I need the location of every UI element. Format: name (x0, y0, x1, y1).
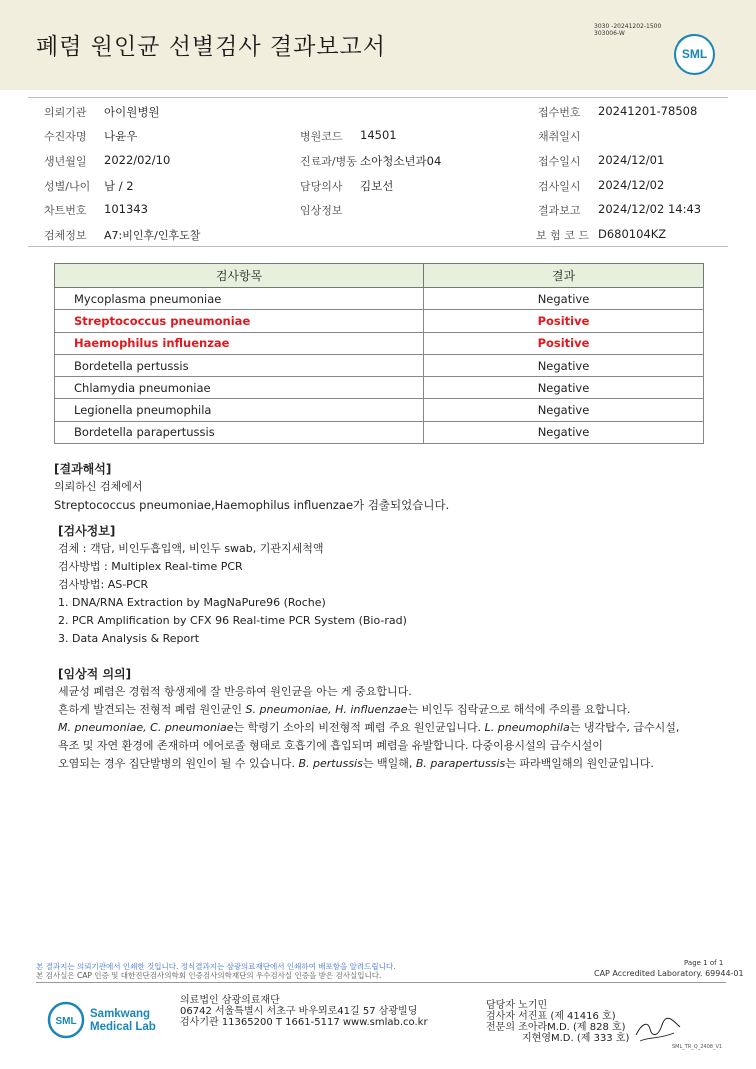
chart-no-value: 101343 (104, 202, 148, 216)
staff-line: 담당자 노기민 (486, 1000, 548, 1011)
receipt-date-value: 2024/12/01 (598, 153, 665, 167)
signature-image (634, 1015, 682, 1045)
staff-line: 지현영M.D. (제 333 호) (522, 1033, 630, 1044)
test-date-label: 검사일시 (538, 180, 581, 193)
insurance-value: D680104KZ (598, 227, 667, 241)
document-code-line2: 303006-W (594, 30, 625, 37)
test-item: Streptococcus pneumoniae (55, 310, 424, 332)
divider (28, 97, 728, 98)
receipt-date-label: 접수일시 (538, 155, 581, 168)
table-row (55, 310, 704, 332)
clinical-meaning-title: [임상적 의의] (58, 667, 132, 681)
footer-address (180, 995, 428, 1028)
results-header-row (55, 264, 704, 288)
test-date-value: 2024/12/02 (598, 178, 665, 192)
test-result: Negative (424, 421, 704, 443)
test-info-section (58, 522, 407, 648)
divider (28, 246, 728, 247)
clinical-line: 세균성 폐렴은 경험적 항생제에 잘 반응하여 원인균을 아는 게 중요합니다. (58, 685, 412, 698)
hospital-code-label: 병원코드 (300, 130, 343, 143)
test-info-line: 검사방법 : Multiplex Real-time PCR (58, 560, 243, 573)
test-info-line: 1. DNA/RNA Extraction by MagNaPure96 (Roche) (58, 596, 326, 609)
info-row (0, 202, 756, 224)
col-item-header: 검사항목 (55, 264, 424, 288)
table-row (55, 421, 704, 443)
sex-age-label: 성별/나이 (44, 180, 91, 193)
clinical-line: 오염되는 경우 집단발병의 원인이 될 수 있습니다. B. pertussis는 백일해, B. parapertussis는 파라백일해의 원인균입니다. (58, 757, 654, 770)
test-item: Mycoplasma pneumoniae (55, 288, 424, 310)
brand-line-2: Medical Lab (90, 1021, 156, 1033)
address-line: 검사기관 11365200 T 1661-5117 www.smlab.co.kr (180, 1017, 428, 1028)
birth-value: 2022/02/10 (104, 153, 171, 167)
table-row (55, 399, 704, 421)
receipt-no-value: 20241201-78508 (598, 104, 698, 118)
test-result: Negative (424, 399, 704, 421)
table-row (55, 377, 704, 399)
document-code-line1: 3030 -20241202-1500 (594, 23, 662, 30)
footer-note-2: 본 검사실은 CAP 인증 및 대한진단검사의학회 인증검사의학재단의 우수검사실 인증을 받은 검사실입니다. (36, 971, 382, 980)
footer-notes (36, 962, 396, 980)
sex-age-value: 남 / 2 (104, 179, 134, 193)
info-row (0, 104, 756, 126)
col-result-header: 결과 (424, 264, 704, 288)
info-row (0, 178, 756, 200)
specimen-value: A7:비인후/인후도찰 (104, 229, 201, 242)
footer-staff (486, 1000, 629, 1044)
institution-value: 아이원병원 (104, 105, 160, 119)
test-item: Chlamydia pneumoniae (55, 377, 424, 399)
sml-footer-logo-icon (46, 1000, 86, 1040)
results-table (54, 263, 704, 444)
test-result: Positive (424, 332, 704, 354)
collect-date-label: 채취일시 (538, 130, 581, 143)
staff-line: 전문의 조아라M.D. (제 828 호) (486, 1022, 626, 1033)
cap-accreditation: CAP Accredited Laboratory. 69944-01 (594, 969, 744, 978)
footer-note-1: 본 결과지는 의뢰기관에서 인쇄한 것입니다. 정식결과지는 삼광의료재단에서 인쇄하여 배포함을 알려드립니다. (36, 962, 396, 971)
test-result: Negative (424, 377, 704, 399)
hospital-code-value: 14501 (360, 128, 397, 142)
clinical-label: 임상정보 (300, 204, 343, 217)
form-code: SML_TR_Q_2408_V1 (672, 1044, 723, 1050)
brand-name (90, 1008, 156, 1034)
birth-label: 생년월일 (44, 155, 87, 168)
info-row (0, 153, 756, 175)
clinical-line: 욕조 및 자연 환경에 존재하며 에어로졸 형태로 호흡기에 흡입되며 폐렴을 유발합니다. 다중이용시설의 급수시설이 (58, 739, 603, 752)
document-code (594, 23, 661, 37)
interpretation-line: Streptococcus pneumoniae,Haemophilus influenzae가 검출되었습니다. (54, 498, 450, 512)
name-label: 수진자명 (44, 130, 87, 143)
clinical-meaning-section (58, 665, 738, 773)
address-line: 06742 서울특별시 서초구 바우뫼로41길 57 삼광빌딩 (180, 1006, 418, 1017)
table-row (55, 288, 704, 310)
doctor-value: 김보선 (360, 179, 394, 193)
test-result: Negative (424, 288, 704, 310)
interpretation-section (54, 460, 449, 514)
report-label: 결과보고 (538, 204, 581, 217)
page-title: 폐렴 원인균 선별검사 결과보고서 (36, 34, 386, 60)
chart-no-label: 차트번호 (44, 204, 87, 217)
test-info-line: 검사방법: AS-PCR (58, 578, 149, 591)
brand-line-1: Samkwang (90, 1008, 151, 1020)
test-item: Legionella pneumophila (55, 399, 424, 421)
info-row (0, 128, 756, 150)
institution-label: 의뢰기관 (44, 106, 87, 119)
dept-value: 소아청소년과04 (360, 154, 442, 168)
interpretation-line: 의뢰하신 검체에서 (54, 480, 143, 493)
test-result: Negative (424, 354, 704, 376)
specimen-label: 검체정보 (44, 229, 87, 242)
test-info-title: [검사정보] (58, 524, 116, 538)
clinical-line: 흔하게 발견되는 전형적 폐렴 원인균인 S. pneumoniae, H. influenzae는 비인두 집락균으로 해석에 주의를 요합니다. (58, 703, 631, 716)
page-indicator: Page 1 of 1 (684, 959, 724, 967)
footer-divider (36, 982, 726, 983)
table-row (55, 332, 704, 354)
clinical-line: M. pneumoniae, C. pneumoniae는 학령기 소아의 비전형적 폐렴 주요 원인균입니다. L. pneumophila는 냉각탑수, 급수시설, (58, 721, 680, 734)
test-item: Bordetella parapertussis (55, 421, 424, 443)
test-item: Haemophilus influenzae (55, 332, 424, 354)
interpretation-title: [결과해석] (54, 462, 112, 476)
insurance-label: 보 험 코 드 (536, 229, 589, 242)
test-info-line: 2. PCR Amplification by CFX 96 Real-time PCR System (Bio-rad) (58, 614, 407, 627)
test-item: Bordetella pertussis (55, 354, 424, 376)
dept-label: 진료과/병동 (300, 155, 357, 168)
doctor-label: 담당의사 (300, 180, 343, 193)
name-value: 나윤우 (104, 129, 138, 143)
report-value: 2024/12/02 14:43 (598, 202, 702, 216)
test-info-line: 3. Data Analysis & Report (58, 632, 200, 645)
table-row (55, 354, 704, 376)
receipt-no-label: 접수번호 (538, 106, 581, 119)
staff-line: 검사자 서진표 (제 41416 호) (486, 1011, 616, 1022)
address-line: 의료법인 삼광의료재단 (180, 995, 280, 1006)
test-info-line: 검체 : 객담, 비인두흡입액, 비인두 swab, 기관지세척액 (58, 542, 324, 555)
footer-logo-text: SML (55, 1016, 77, 1027)
test-result: Positive (424, 310, 704, 332)
sml-logo: SML (674, 34, 715, 75)
